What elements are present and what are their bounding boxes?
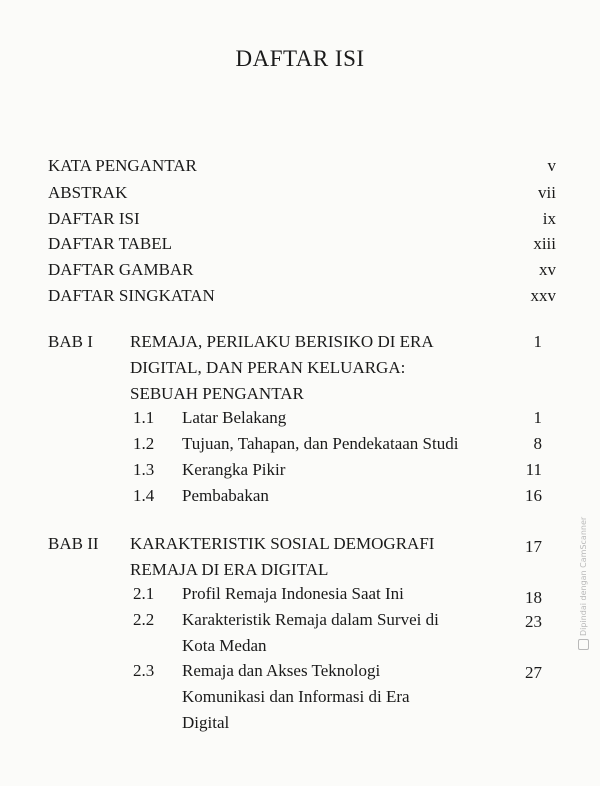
page-title: DAFTAR ISI (235, 46, 365, 71)
chapter-title: REMAJA, PERILAKU BERISIKO DI ERA DIGITAL, DAN PERAN KELUARGA: SEBUAH PENGANTAR (130, 332, 433, 403)
chapter-page: 1 (533, 332, 542, 351)
section-page: 18 (525, 588, 542, 607)
section-number: 1.3 (133, 460, 155, 479)
toc-entry-label: KATA PENGANTAR (48, 156, 197, 175)
toc-entry-page: xiii (533, 234, 556, 253)
toc-entry-label: DAFTAR ISI (48, 209, 140, 228)
section-title: Profil Remaja Indonesia Saat Ini (182, 584, 404, 603)
toc-entry-page: xxv (530, 286, 556, 305)
watermark-text: Dipindai dengan CamScanner (579, 516, 588, 636)
section-title: Remaja dan Akses Teknologi Komunikasi dan Informasi di Era Digital (182, 661, 410, 732)
toc-entry-label: ABSTRAK (48, 183, 128, 202)
section-number: 1.2 (133, 434, 155, 453)
section-number: 1.4 (133, 486, 155, 505)
section-title: Latar Belakang (182, 408, 287, 427)
section-number: 2.1 (133, 584, 155, 603)
toc-entry-label: DAFTAR TABEL (48, 234, 172, 253)
section-title: Tujuan, Tahapan, dan Pendekataan Studi (182, 434, 459, 453)
section-page: 8 (533, 434, 542, 453)
chapter-page: 17 (525, 537, 542, 556)
section-title: Kerangka Pikir (182, 460, 286, 479)
toc-entry-label: DAFTAR SINGKATAN (48, 286, 215, 305)
chapter-number: BAB I (48, 332, 93, 351)
section-number: 2.2 (133, 610, 155, 629)
toc-entry-page: xv (539, 260, 556, 279)
chapter-title: KARAKTERISTIK SOSIAL DEMOGRAFI REMAJA DI ERA DIGITAL (130, 534, 435, 579)
toc-entry-page: vii (538, 183, 556, 202)
section-number: 2.3 (133, 661, 155, 680)
toc-entry-page: v (547, 156, 556, 175)
section-page: 27 (525, 663, 542, 682)
section-page: 11 (525, 460, 542, 479)
section-title: Pembabakan (182, 486, 269, 505)
section-page: 16 (525, 486, 542, 505)
section-title: Karakteristik Remaja dalam Survei di Kota Medan (182, 610, 439, 655)
section-page: 1 (533, 408, 542, 427)
section-page: 23 (525, 612, 542, 631)
toc-entry-page: ix (542, 209, 556, 228)
chapter-number: BAB II (48, 534, 99, 553)
toc-entry-label: DAFTAR GAMBAR (48, 260, 194, 279)
scanner-watermark (578, 517, 589, 650)
camscanner-logo-icon (578, 639, 589, 650)
section-number: 1.1 (133, 408, 155, 427)
